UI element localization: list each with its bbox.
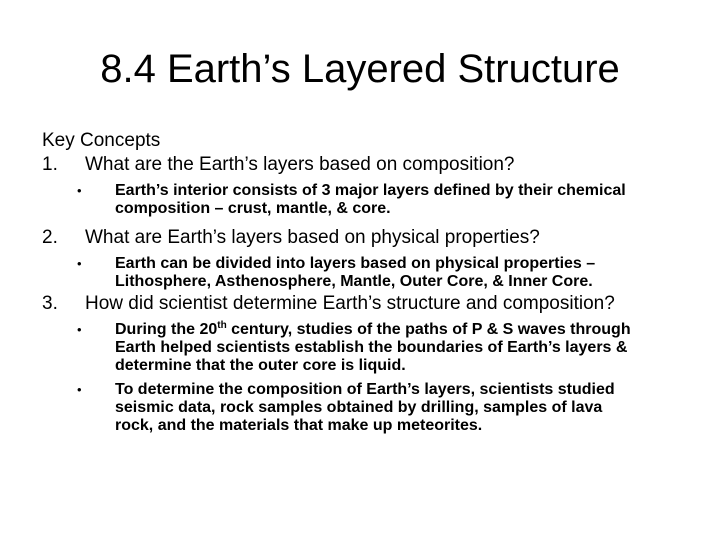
bullet-line: Earth helped scientists establish the boundaries of Earth’s layers &: [115, 339, 628, 356]
bullet-glyph: •: [77, 322, 82, 337]
bullet-line: To determine the composition of Earth’s layers, scientists studied: [115, 381, 615, 398]
bullet-line: Earth can be divided into layers based on physical properties –: [115, 255, 596, 272]
bullet-glyph: •: [77, 183, 82, 198]
key-concepts-heading: Key Concepts: [42, 130, 161, 151]
bullet-glyph: •: [77, 256, 82, 271]
question-3: [42, 292, 615, 316]
superscript: th: [217, 320, 227, 331]
question-2: [42, 226, 540, 250]
bullet-line: seismic data, rock samples obtained by drilling, samples of lava: [115, 399, 603, 416]
bullet-line: determine that the outer core is liquid.: [115, 357, 406, 374]
question-text: How did scientist determine Earth’s structure and composition?: [85, 293, 615, 314]
bullet-line: Lithosphere, Asthenosphere, Mantle, Outer Core, & Inner Core.: [115, 273, 593, 290]
question-text: What are Earth’s layers based on physical properties?: [85, 227, 540, 248]
question-number: 1.: [42, 154, 58, 175]
question-text: What are the Earth’s layers based on composition?: [85, 154, 515, 175]
bullet-line: composition – crust, mantle, & core.: [115, 200, 391, 217]
bullet-glyph: •: [77, 382, 82, 397]
question-number: 3.: [42, 293, 58, 314]
question-number: 2.: [42, 227, 58, 248]
slide-title: 8.4 Earth’s Layered Structure: [100, 47, 620, 91]
bullet-line: Earth’s interior consists of 3 major layers defined by their chemical: [115, 182, 626, 199]
question-1: [42, 153, 515, 177]
bullet-line: rock, and the materials that make up meteorites.: [115, 417, 483, 434]
bullet-line: During the 20th century, studies of the paths of P & S waves through: [115, 320, 631, 338]
